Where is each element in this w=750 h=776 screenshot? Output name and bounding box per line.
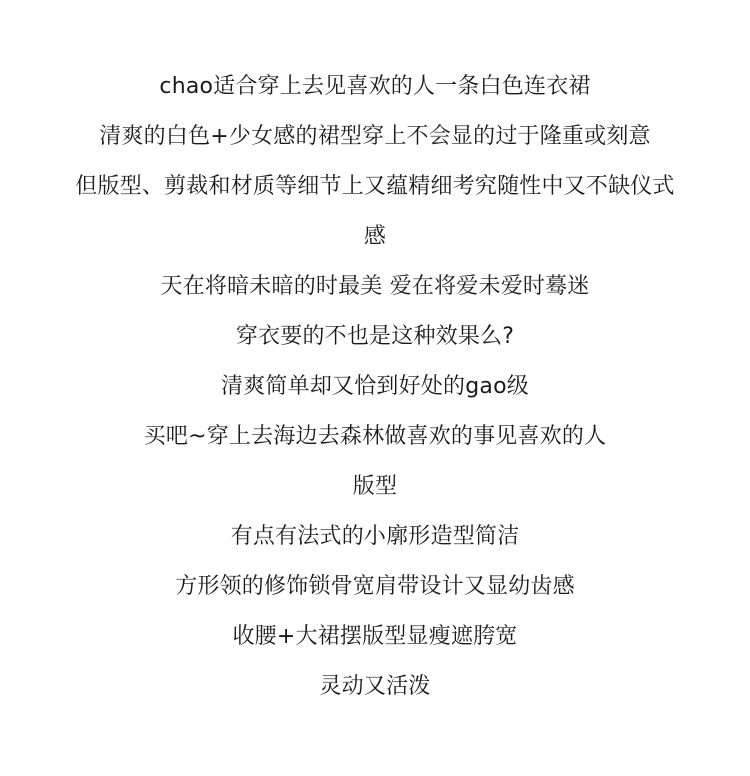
text-line: chao适合穿上去见喜欢的人一条白色连衣裙 (159, 74, 591, 99)
description-text-block (0, 62, 750, 712)
text-line: 灵动又活泼 (319, 674, 431, 699)
text-line: 清爽的白色+少女感的裙型穿上不会显的过于隆重或刻意 (99, 124, 651, 149)
text-line: 方形领的修饰锁骨宽肩带设计又显幼齿感 (175, 574, 575, 599)
text-line: 但版型、剪裁和材质等细节上又蕴精细考究随性中又不缺仪式 (75, 174, 675, 199)
text-line: 清爽简单却又恰到好处的gao级 (221, 374, 529, 399)
text-line: 有点有法式的小廓形造型简洁 (230, 524, 520, 549)
text-line: 收腰+大裙摆版型显瘦遮胯宽 (232, 624, 518, 649)
section-heading: 版型 (352, 474, 398, 499)
text-line: 感 (363, 224, 387, 249)
text-line: 穿衣要的不也是这种效果么? (235, 324, 515, 349)
text-line: 天在将暗未暗的时最美 爱在将爱未爱时蓦迷 (160, 274, 590, 299)
text-line: 买吧~穿上去海边去森林做喜欢的事见喜欢的人 (143, 424, 607, 449)
